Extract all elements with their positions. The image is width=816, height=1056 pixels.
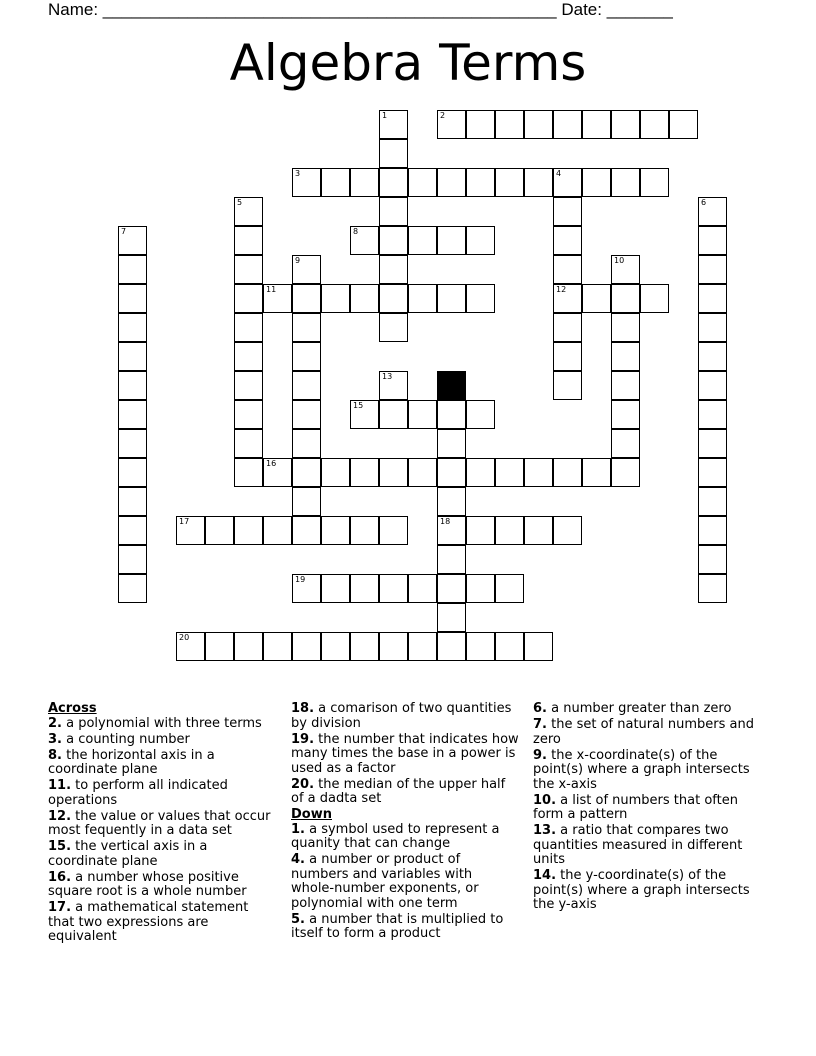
grid-cell[interactable] bbox=[466, 458, 495, 487]
clue-number-9: 9 bbox=[295, 256, 301, 265]
clue-number: 6. bbox=[533, 701, 547, 716]
clue-text: a symbol used to represent a quanity that can change bbox=[291, 821, 500, 851]
clue-number: 3. bbox=[48, 731, 62, 747]
clue-item bbox=[533, 869, 761, 913]
grid-cell[interactable] bbox=[379, 110, 408, 139]
grid-cell[interactable] bbox=[379, 197, 408, 226]
grid-cell[interactable] bbox=[524, 632, 553, 661]
grid-cell[interactable] bbox=[350, 226, 379, 255]
grid-cell[interactable] bbox=[466, 168, 495, 197]
clue-number: 13. bbox=[533, 823, 557, 838]
grid-cell[interactable] bbox=[292, 632, 321, 661]
grid-cell[interactable] bbox=[350, 400, 379, 429]
grid-cell[interactable] bbox=[292, 429, 321, 458]
across-heading: Across bbox=[48, 701, 97, 716]
clue-item bbox=[48, 733, 276, 748]
grid-cell[interactable] bbox=[205, 516, 234, 545]
clue-text: the number that indicates how many times the base in a power is used as a factor bbox=[291, 731, 519, 776]
clue-number-18: 18 bbox=[440, 517, 451, 526]
clue-number: 19. bbox=[291, 731, 315, 747]
clue-number-8: 8 bbox=[353, 227, 359, 236]
grid-cell[interactable] bbox=[379, 458, 408, 487]
grid-cell[interactable] bbox=[437, 168, 466, 197]
grid-cell[interactable] bbox=[495, 458, 524, 487]
grid-cell[interactable] bbox=[698, 197, 727, 226]
grid-cell[interactable] bbox=[234, 226, 263, 255]
grid-cell[interactable] bbox=[495, 168, 524, 197]
grid-cell[interactable] bbox=[524, 168, 553, 197]
grid-cell[interactable] bbox=[118, 458, 147, 487]
grid-cell[interactable] bbox=[350, 284, 379, 313]
grid-cell[interactable] bbox=[553, 313, 582, 342]
grid-cell[interactable] bbox=[408, 400, 437, 429]
clue-number-16: 16 bbox=[266, 459, 277, 468]
black-square bbox=[437, 371, 466, 400]
grid-cell[interactable] bbox=[234, 516, 263, 545]
grid-cell[interactable] bbox=[698, 226, 727, 255]
grid-cell[interactable] bbox=[408, 632, 437, 661]
grid-cell[interactable] bbox=[611, 284, 640, 313]
grid-cell[interactable] bbox=[698, 255, 727, 284]
grid-cell[interactable] bbox=[698, 400, 727, 429]
clue-item bbox=[48, 779, 276, 808]
grid-cell[interactable] bbox=[553, 226, 582, 255]
grid-cell[interactable] bbox=[553, 371, 582, 400]
grid-cell[interactable] bbox=[408, 168, 437, 197]
grid-cell[interactable] bbox=[292, 574, 321, 603]
grid-cell[interactable] bbox=[350, 574, 379, 603]
grid-cell[interactable] bbox=[234, 632, 263, 661]
grid-cell[interactable] bbox=[466, 632, 495, 661]
grid-cell[interactable] bbox=[611, 342, 640, 371]
down-clue-list-continued bbox=[533, 702, 761, 913]
grid-cell[interactable] bbox=[437, 458, 466, 487]
clue-number-13: 13 bbox=[382, 372, 393, 381]
grid-cell[interactable] bbox=[379, 516, 408, 545]
grid-cell[interactable] bbox=[466, 110, 495, 139]
grid-cell[interactable] bbox=[234, 342, 263, 371]
clue-number-12: 12 bbox=[556, 285, 567, 294]
clue-text: a polynomial with three terms bbox=[61, 715, 262, 731]
grid-cell[interactable] bbox=[379, 226, 408, 255]
clue-number: 14. bbox=[533, 868, 557, 883]
grid-cell[interactable] bbox=[379, 284, 408, 313]
clue-number-6: 6 bbox=[701, 198, 707, 207]
grid-cell[interactable] bbox=[118, 284, 147, 313]
grid-cell[interactable] bbox=[553, 516, 582, 545]
grid-cell[interactable] bbox=[234, 458, 263, 487]
grid-cell[interactable] bbox=[698, 284, 727, 313]
clue-text: a number greater than zero bbox=[546, 701, 732, 716]
grid-cell[interactable] bbox=[553, 168, 582, 197]
grid-cell[interactable] bbox=[524, 110, 553, 139]
clue-number-15: 15 bbox=[353, 401, 364, 410]
clue-item bbox=[533, 794, 761, 823]
grid-cell[interactable] bbox=[118, 313, 147, 342]
grid-cell[interactable] bbox=[379, 574, 408, 603]
grid-cell[interactable] bbox=[350, 168, 379, 197]
grid-cell[interactable] bbox=[466, 574, 495, 603]
grid-cell[interactable] bbox=[582, 110, 611, 139]
clue-number: 5. bbox=[291, 911, 305, 927]
clue-text: a ratio that compares two quantities measured in different units bbox=[533, 823, 743, 867]
clue-number: 9. bbox=[533, 747, 547, 763]
grid-cell[interactable] bbox=[234, 313, 263, 342]
clue-number-17: 17 bbox=[179, 517, 190, 526]
clue-item bbox=[533, 824, 761, 868]
grid-cell[interactable] bbox=[321, 168, 350, 197]
grid-cell[interactable] bbox=[350, 458, 379, 487]
grid-cell[interactable] bbox=[205, 632, 234, 661]
grid-cell[interactable] bbox=[582, 284, 611, 313]
clue-text: the y-coordinate(s) of the point(s) where a graph intersects the y-axis bbox=[533, 868, 750, 912]
clue-item bbox=[48, 871, 276, 900]
grid-cell[interactable] bbox=[118, 255, 147, 284]
grid-cell[interactable] bbox=[640, 284, 669, 313]
grid-cell[interactable] bbox=[437, 284, 466, 313]
grid-cell[interactable] bbox=[437, 429, 466, 458]
clue-item bbox=[291, 702, 519, 731]
clue-item bbox=[291, 823, 519, 852]
grid-cell[interactable] bbox=[698, 545, 727, 574]
grid-cell[interactable] bbox=[553, 458, 582, 487]
clue-item bbox=[533, 702, 761, 717]
grid-cell[interactable] bbox=[321, 284, 350, 313]
grid-cell[interactable] bbox=[321, 632, 350, 661]
clue-number-11: 11 bbox=[266, 285, 277, 294]
grid-cell[interactable] bbox=[292, 371, 321, 400]
clue-number-3: 3 bbox=[295, 169, 301, 178]
grid-cell[interactable] bbox=[379, 255, 408, 284]
grid-cell[interactable] bbox=[118, 429, 147, 458]
grid-cell[interactable] bbox=[408, 226, 437, 255]
clue-text: the set of natural numbers and zero bbox=[533, 717, 754, 747]
grid-cell[interactable] bbox=[698, 516, 727, 545]
grid-cell[interactable] bbox=[698, 342, 727, 371]
grid-cell[interactable] bbox=[234, 284, 263, 313]
clue-number-7: 7 bbox=[121, 227, 127, 236]
grid-cell[interactable] bbox=[408, 458, 437, 487]
grid-cell[interactable] bbox=[379, 400, 408, 429]
grid-cell[interactable] bbox=[553, 342, 582, 371]
grid-cell[interactable] bbox=[495, 110, 524, 139]
clue-number: 12. bbox=[48, 808, 72, 824]
grid-cell[interactable] bbox=[379, 168, 408, 197]
clue-item bbox=[48, 901, 276, 945]
grid-cell[interactable] bbox=[611, 255, 640, 284]
clue-item bbox=[291, 853, 519, 911]
grid-cell[interactable] bbox=[350, 632, 379, 661]
clue-number: 15. bbox=[48, 839, 72, 854]
grid-cell[interactable] bbox=[466, 400, 495, 429]
grid-cell[interactable] bbox=[292, 342, 321, 371]
grid-cell[interactable] bbox=[466, 226, 495, 255]
clue-text: a list of numbers that often form a pattern bbox=[533, 792, 738, 822]
clue-number: 7. bbox=[533, 717, 547, 732]
clue-number-2: 2 bbox=[440, 111, 446, 120]
clue-number: 1. bbox=[291, 821, 305, 837]
grid-cell[interactable] bbox=[437, 603, 466, 632]
grid-cell[interactable] bbox=[553, 110, 582, 139]
clue-item bbox=[533, 749, 761, 793]
grid-cell[interactable] bbox=[234, 255, 263, 284]
clue-text: to perform all indicated operations bbox=[48, 778, 228, 808]
grid-cell[interactable] bbox=[698, 574, 727, 603]
clue-number: 10. bbox=[533, 792, 557, 808]
clue-text: the horizontal axis in a coordinate plane bbox=[48, 747, 215, 777]
grid-cell[interactable] bbox=[234, 371, 263, 400]
grid-cell[interactable] bbox=[118, 342, 147, 371]
grid-cell[interactable] bbox=[292, 458, 321, 487]
page-title: Algebra Terms bbox=[229, 34, 587, 92]
grid-cell[interactable] bbox=[495, 516, 524, 545]
grid-cell[interactable] bbox=[466, 516, 495, 545]
grid-cell[interactable] bbox=[292, 487, 321, 516]
grid-cell[interactable] bbox=[263, 516, 292, 545]
clue-item bbox=[48, 840, 276, 869]
clue-number: 20. bbox=[291, 776, 315, 792]
grid-cell[interactable] bbox=[611, 429, 640, 458]
clue-number-10: 10 bbox=[614, 256, 625, 265]
clue-text: a number or product of numbers and variables with whole-number exponents, or polynomial with one term bbox=[291, 852, 479, 911]
grid-cell[interactable] bbox=[118, 226, 147, 255]
grid-cell[interactable] bbox=[437, 110, 466, 139]
grid-cell[interactable] bbox=[292, 313, 321, 342]
clue-text: a number whose positive square root is a whole number bbox=[48, 869, 247, 899]
clue-item bbox=[48, 810, 276, 839]
grid-cell[interactable] bbox=[437, 545, 466, 574]
clues-column-2 bbox=[291, 702, 519, 943]
grid-cell[interactable] bbox=[263, 632, 292, 661]
clue-number: 8. bbox=[48, 747, 62, 763]
grid-cell[interactable] bbox=[698, 487, 727, 516]
grid-cell[interactable] bbox=[466, 284, 495, 313]
grid-cell[interactable] bbox=[698, 458, 727, 487]
clue-item bbox=[291, 733, 519, 777]
clue-number-4: 4 bbox=[556, 169, 562, 178]
grid-cell[interactable] bbox=[437, 516, 466, 545]
clue-text: the vertical axis in a coordinate plane bbox=[48, 839, 208, 869]
clue-item bbox=[291, 913, 519, 942]
grid-cell[interactable] bbox=[437, 400, 466, 429]
grid-cell[interactable] bbox=[495, 574, 524, 603]
grid-cell[interactable] bbox=[582, 458, 611, 487]
grid-cell[interactable] bbox=[118, 487, 147, 516]
grid-cell[interactable] bbox=[118, 516, 147, 545]
clue-text: a comarison of two quantities by division bbox=[291, 701, 512, 731]
grid-cell[interactable] bbox=[437, 487, 466, 516]
grid-cell[interactable] bbox=[379, 139, 408, 168]
clue-number: 2. bbox=[48, 715, 62, 731]
grid-cell[interactable] bbox=[292, 255, 321, 284]
clue-text: the x-coordinate(s) of the point(s) where a graph intersects the x-axis bbox=[533, 747, 750, 792]
grid-cell[interactable] bbox=[292, 516, 321, 545]
grid-cell[interactable] bbox=[234, 197, 263, 226]
clue-number-1: 1 bbox=[382, 111, 388, 120]
grid-cell[interactable] bbox=[669, 110, 698, 139]
grid-cell[interactable] bbox=[379, 313, 408, 342]
grid-cell[interactable] bbox=[379, 371, 408, 400]
clue-item bbox=[533, 718, 761, 747]
clue-number: 18. bbox=[291, 701, 315, 716]
grid-cell[interactable] bbox=[263, 284, 292, 313]
grid-cell[interactable] bbox=[408, 284, 437, 313]
grid-cell[interactable] bbox=[553, 255, 582, 284]
clue-number: 16. bbox=[48, 869, 72, 885]
clues-column-1 bbox=[48, 702, 276, 946]
grid-cell[interactable] bbox=[611, 313, 640, 342]
grid-cell[interactable] bbox=[698, 371, 727, 400]
grid-cell[interactable] bbox=[292, 400, 321, 429]
clue-text: a number that is multiplied to itself to form a product bbox=[291, 911, 504, 941]
grid-cell[interactable] bbox=[698, 429, 727, 458]
grid-cell[interactable] bbox=[350, 516, 379, 545]
clue-number: 17. bbox=[48, 900, 72, 915]
clue-number: 11. bbox=[48, 778, 72, 793]
down-clue-list bbox=[291, 823, 519, 942]
grid-cell[interactable] bbox=[176, 516, 205, 545]
grid-cell[interactable] bbox=[408, 574, 437, 603]
grid-cell[interactable] bbox=[495, 632, 524, 661]
grid-cell[interactable] bbox=[582, 168, 611, 197]
grid-cell[interactable] bbox=[234, 400, 263, 429]
clue-number-5: 5 bbox=[237, 198, 243, 207]
clues-column-3 bbox=[533, 702, 761, 914]
grid-cell[interactable] bbox=[118, 574, 147, 603]
clue-text: a mathematical statement that two expressions are equivalent bbox=[48, 900, 249, 944]
grid-cell[interactable] bbox=[292, 168, 321, 197]
clue-number: 4. bbox=[291, 852, 305, 867]
clue-text: the value or values that occur most fequently in a data set bbox=[48, 808, 271, 838]
grid-cell[interactable] bbox=[437, 632, 466, 661]
grid-cell[interactable] bbox=[553, 197, 582, 226]
grid-cell[interactable] bbox=[698, 313, 727, 342]
grid-cell[interactable] bbox=[611, 168, 640, 197]
grid-cell[interactable] bbox=[321, 516, 350, 545]
grid-cell[interactable] bbox=[640, 168, 669, 197]
grid-cell[interactable] bbox=[263, 458, 292, 487]
grid-cell[interactable] bbox=[118, 371, 147, 400]
grid-cell[interactable] bbox=[292, 284, 321, 313]
grid-cell[interactable] bbox=[176, 632, 205, 661]
clue-text: the median of the upper half of a dadta set bbox=[291, 776, 506, 806]
grid-cell[interactable] bbox=[611, 371, 640, 400]
grid-cell[interactable] bbox=[524, 458, 553, 487]
grid-cell[interactable] bbox=[524, 516, 553, 545]
grid-cell[interactable] bbox=[321, 458, 350, 487]
across-clue-list-continued bbox=[291, 702, 519, 807]
clue-item bbox=[48, 717, 276, 732]
clue-number-19: 19 bbox=[295, 575, 306, 584]
grid-cell[interactable] bbox=[118, 400, 147, 429]
clue-number-20: 20 bbox=[179, 633, 190, 642]
grid-cell[interactable] bbox=[321, 574, 350, 603]
grid-cell[interactable] bbox=[553, 284, 582, 313]
grid-cell[interactable] bbox=[611, 458, 640, 487]
clue-item bbox=[291, 778, 519, 807]
across-clue-list bbox=[48, 717, 276, 945]
down-heading: Down bbox=[291, 807, 332, 822]
grid-cell[interactable] bbox=[234, 429, 263, 458]
grid-cell[interactable] bbox=[437, 574, 466, 603]
clue-item bbox=[48, 749, 276, 778]
grid-cell[interactable] bbox=[437, 226, 466, 255]
grid-cell[interactable] bbox=[118, 545, 147, 574]
name-date-line: Name: ________________________________________________ Date: _______ bbox=[48, 0, 673, 19]
grid-cell[interactable] bbox=[379, 632, 408, 661]
grid-cell[interactable] bbox=[640, 110, 669, 139]
grid-cell[interactable] bbox=[611, 110, 640, 139]
grid-cell[interactable] bbox=[611, 400, 640, 429]
clue-text: a counting number bbox=[61, 731, 190, 747]
